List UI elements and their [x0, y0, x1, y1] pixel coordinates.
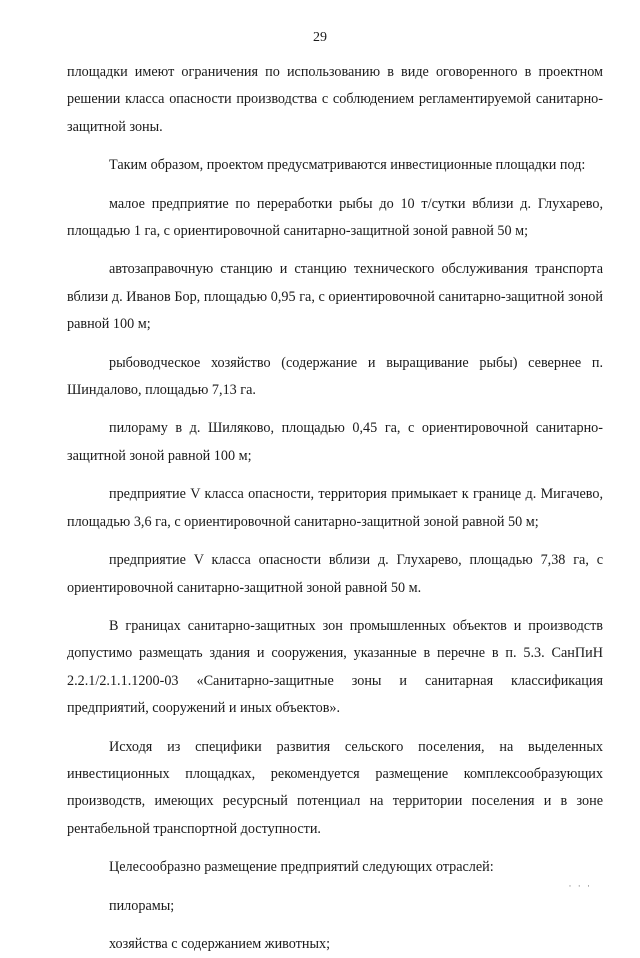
paragraph-gap	[67, 920, 603, 931]
paragraph-gap	[67, 723, 603, 734]
list-item-gas-station: автозаправочную станцию и станцию технического обслуживания транспорта вблизи д. Иванов Бор, площадью 0,95 га, с ориентировочной санитарно-защитной зоной равной 100 м;	[67, 261, 603, 333]
list-item-sawmills: пилорамы;	[109, 897, 175, 914]
list-item-enterprise-glukharevo: предприятие V класса опасности вблизи д. Глухарево, площадью 7,38 га, с ориентировочной санитарно-защитной зоной равной 50 м.	[67, 552, 603, 596]
paragraph-gap	[67, 245, 603, 256]
list-item-livestock: хозяйства с содержанием животных;	[109, 935, 331, 952]
paragraph-gap	[67, 470, 603, 481]
paragraph-gap	[67, 141, 603, 152]
paragraph-gap	[67, 339, 603, 350]
list-item-fish-processing: малое предприятие по переработки рыбы до 10 т/сутки вблизи д. Глухарево, площадью 1 га, с ориентировочной санитарно-защитной зоной равной 50 м;	[67, 195, 603, 240]
list-item-enterprise-migachevo: предприятие V класса опасности, территория примыкает к границе д. Мигачево, площадью 3,6 га, с ориентировочной санитарно-защитной зоной равной 50 м;	[67, 486, 603, 530]
paragraph-recommendation: Исходя из специфики развития сельского поселения, на выделенных инвестиционных площадках, рекомендуется размещение комплексообразующих производств, имеющих ресурсный потенциал на территории поселения и в зоне рентабельной транспортной доступности.	[67, 738, 603, 837]
paragraph-sanpin: В границах санитарно-защитных зон промышленных объектов и производств допустимо размещать здания и сооружения, указанные в перечне в п. 5.3. СанПиН 2.2.1/2.1.1.1200-03 «Санитарно-защитные зоны и санитарная классификация предприятий, сооружений и иных объектов».	[67, 617, 603, 717]
document-body	[67, 59, 603, 958]
list-item-sawmill: пилораму в д. Шиляково, площадью 0,45 га, с ориентировочной санитарно-защитной зоной равной 100 м;	[67, 420, 603, 464]
scan-corner-mark: · · ·	[568, 881, 592, 891]
page-number: 29	[313, 30, 327, 45]
paragraph-gap	[67, 882, 603, 893]
paragraph-gap	[67, 404, 603, 415]
paragraph-industries-intro: Целесообразно размещение предприятий следующих отраслей:	[109, 859, 494, 876]
paragraph-continuation: площадки имеют ограничения по использованию в виде оговоренного в проектном решении класса опасности производства с соблюдением регламентируемой санитарно-защитной зоны.	[67, 64, 603, 135]
list-item-fish-farm: рыбоводческое хозяйство (содержание и выращивание рыбы) севернее п. Шиндалово, площадью 7,13 га.	[67, 354, 603, 399]
paragraph-gap	[67, 602, 603, 613]
paragraph-gap	[67, 843, 603, 854]
paragraph-gap	[67, 180, 603, 191]
paragraph-gap	[67, 536, 603, 547]
paragraph-intro: Таким образом, проектом предусматриваются инвестиционные площадки под:	[109, 157, 586, 174]
